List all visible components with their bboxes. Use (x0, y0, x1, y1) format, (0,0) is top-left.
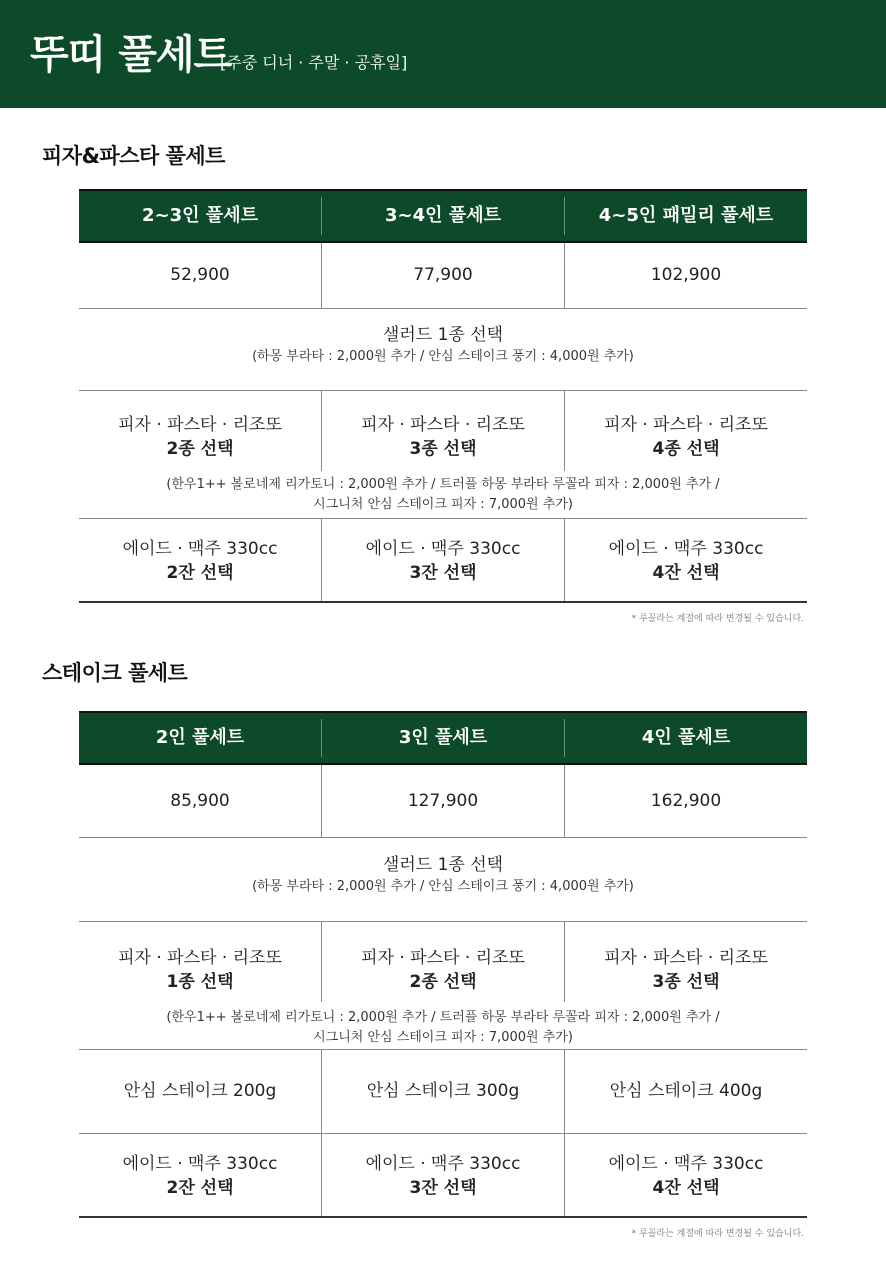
salad-choice: 샐러드 1종 선택 (382, 855, 504, 875)
price-row (79, 243, 807, 309)
mains-note-line: (한우1++ 볼로네제 리가토니 : 2,000원 추가 / 트러플 하몽 부라타 루꼴라 피자 : 2,000원 추가 / (166, 1010, 720, 1025)
mains-note-line: 시그니처 안심 스테이크 피자 : 7,000원 추가) (313, 1030, 573, 1045)
section-title-steak: 스테이크 풀세트 (42, 661, 188, 685)
mains-label: 피자 · 파스타 · 리조또 (361, 948, 525, 968)
drinks-choice: 4잔 선택 (652, 563, 720, 583)
mains-cell (322, 946, 564, 994)
steak-option: 안심 스테이크 200g (123, 1081, 277, 1101)
mains-choice: 4종 선택 (652, 439, 720, 459)
mains-row (79, 922, 807, 1050)
price-value: 85,900 (170, 791, 230, 811)
steak-option: 안심 스테이크 300g (366, 1081, 520, 1101)
drinks-label: 에이드 · 맥주 330cc (365, 1154, 521, 1174)
salad-row (79, 309, 807, 391)
mains-cell (79, 946, 321, 994)
drinks-choice: 4잔 선택 (652, 1178, 720, 1198)
column-header: 4인 풀세트 (641, 727, 731, 748)
mains-cell (565, 413, 807, 461)
salad-note: (하몽 부라타 : 2,000원 추가 / 안심 스테이크 풍기 : 4,000원 추가) (252, 879, 634, 894)
drinks-choice: 2잔 선택 (166, 563, 234, 583)
steak-option: 안심 스테이크 400g (609, 1081, 763, 1101)
drinks-choice: 3잔 선택 (409, 563, 477, 583)
header-banner (0, 0, 886, 108)
drinks-label: 에이드 · 맥주 330cc (608, 1154, 764, 1174)
mains-label: 피자 · 파스타 · 리조또 (361, 415, 525, 435)
price-value: 102,900 (650, 265, 722, 285)
price-value: 127,900 (407, 791, 479, 811)
salad-info (79, 323, 807, 367)
drinks-cell (322, 1152, 564, 1200)
mains-choice: 1종 선택 (166, 972, 234, 992)
page-title: 뚜띠 풀세트 (30, 32, 232, 78)
price-row (79, 765, 807, 838)
drinks-row (79, 1134, 807, 1218)
drinks-label: 에이드 · 맥주 330cc (365, 539, 521, 559)
salad-row (79, 838, 807, 922)
mains-note (79, 475, 807, 515)
mains-cell (79, 413, 321, 461)
drinks-row (79, 519, 807, 603)
mains-note-line: 시그니처 안심 스테이크 피자 : 7,000원 추가) (313, 497, 573, 512)
drinks-choice: 3잔 선택 (409, 1178, 477, 1198)
drinks-label: 에이드 · 맥주 330cc (608, 539, 764, 559)
drinks-cell (565, 1152, 807, 1200)
mains-cell (565, 946, 807, 994)
drinks-cell (322, 537, 564, 585)
salad-info (79, 853, 807, 897)
mains-choice: 3종 선택 (652, 972, 720, 992)
page-subtitle: [주중 디너 · 주말 · 공휴일] (220, 53, 408, 72)
mains-label: 피자 · 파스타 · 리조또 (118, 415, 282, 435)
column-header: 3인 풀세트 (398, 727, 488, 748)
mains-note (79, 1008, 807, 1048)
mains-note-line: (한우1++ 볼로네제 리가토니 : 2,000원 추가 / 트러플 하몽 부라타 루꼴라 피자 : 2,000원 추가 / (166, 477, 720, 492)
mains-choice: 3종 선택 (409, 439, 477, 459)
column-header: 3~4인 풀세트 (385, 205, 501, 226)
mains-label: 피자 · 파스타 · 리조또 (118, 948, 282, 968)
mains-row (79, 391, 807, 519)
price-value: 52,900 (170, 265, 230, 285)
mains-choice: 2종 선택 (166, 439, 234, 459)
column-header: 2인 풀세트 (155, 727, 245, 748)
table-header (79, 189, 807, 243)
steak-row (79, 1050, 807, 1134)
salad-choice: 샐러드 1종 선택 (382, 325, 504, 345)
salad-note: (하몽 부라타 : 2,000원 추가 / 안심 스테이크 풍기 : 4,000원 추가) (252, 349, 634, 364)
footnote: * 루꼴라는 계절에 따라 변경될 수 있습니다. (631, 614, 804, 624)
drinks-label: 에이드 · 맥주 330cc (122, 539, 278, 559)
column-header: 2~3인 풀세트 (142, 205, 258, 226)
price-value: 77,900 (413, 265, 473, 285)
column-header: 4~5인 패밀리 풀세트 (598, 205, 774, 226)
drinks-label: 에이드 · 맥주 330cc (122, 1154, 278, 1174)
drinks-cell (79, 537, 321, 585)
table-header (79, 711, 807, 765)
mains-choice: 2종 선택 (409, 972, 477, 992)
mains-label: 피자 · 파스타 · 리조또 (604, 948, 768, 968)
mains-cell (322, 413, 564, 461)
drinks-choice: 2잔 선택 (166, 1178, 234, 1198)
drinks-cell (565, 537, 807, 585)
drinks-cell (79, 1152, 321, 1200)
price-value: 162,900 (650, 791, 722, 811)
footnote: * 루꼴라는 계절에 따라 변경될 수 있습니다. (631, 1229, 804, 1239)
mains-label: 피자 · 파스타 · 리조또 (604, 415, 768, 435)
section-title-pizza-pasta: 피자&파스타 풀세트 (42, 144, 225, 168)
